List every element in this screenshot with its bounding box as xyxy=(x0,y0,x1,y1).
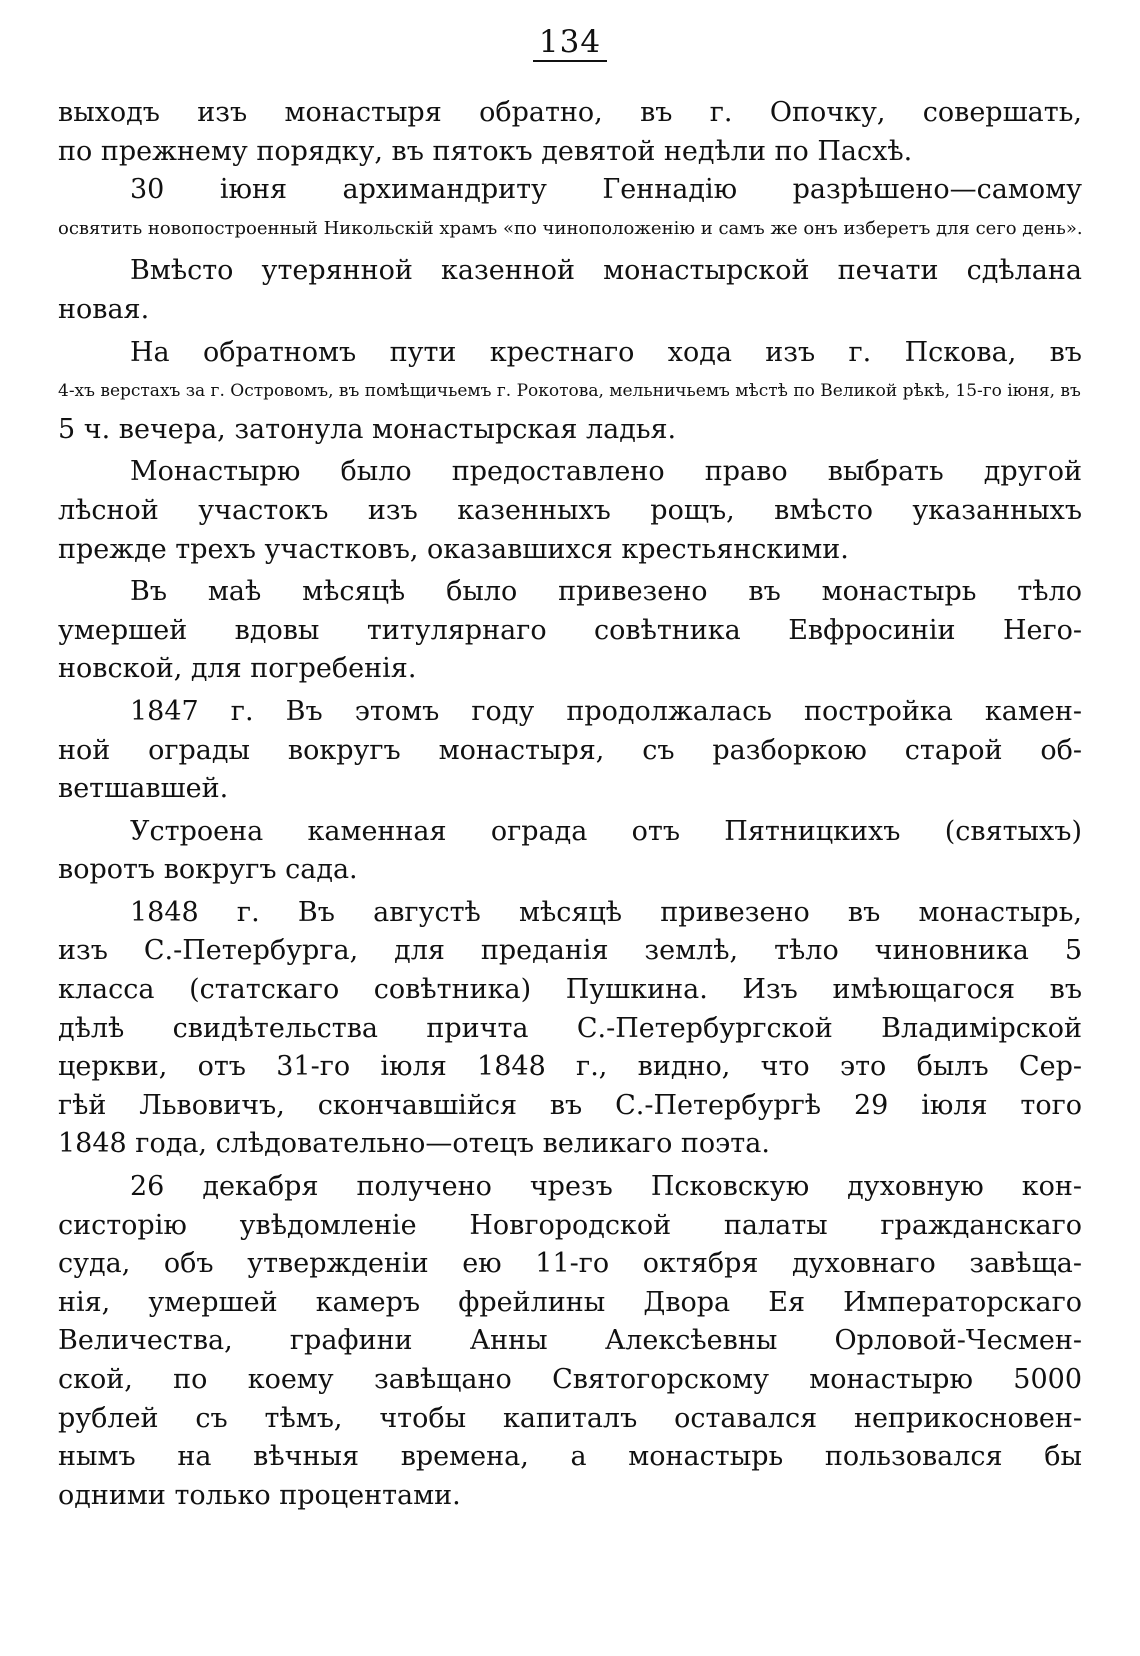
text-line: нымъ на вѣчныя времена, а монастырь пользовался бы xyxy=(58,1441,1082,1473)
page-number-text: 134 xyxy=(533,24,607,62)
text-line: суда, объ утвержденіи ею 11-го октября духовнаго завѣща- xyxy=(58,1248,1082,1280)
text-line xyxy=(58,210,1082,249)
page-number xyxy=(0,22,1140,62)
text-line: церкви, отъ 31-го іюля 1848 г., видно, что это былъ Сер- xyxy=(58,1051,1082,1083)
text-line: 1847 г. Въ этомъ году продолжалась постройка камен- xyxy=(130,695,1082,727)
text-line: воротъ вокругъ сада. xyxy=(58,854,358,886)
text-line: нія, умершей камеръ фрейлины Двора Ея Императорскаго xyxy=(58,1286,1082,1318)
text-line: выходъ изъ монастыря обратно, въ г. Опочку, совершать, xyxy=(58,97,1082,128)
text-line: лѣсной участокъ изъ казенныхъ рощъ, вмѣсто указанныхъ xyxy=(58,494,1082,526)
text-line: Величества, графини Анны Алексѣевны Орловой-Чесмен- xyxy=(58,1325,1082,1357)
text-line: по прежнему порядку, въ пятокъ девятой недѣли по Пасхѣ. xyxy=(58,135,913,167)
text-line: ной ограды вокругъ монастыря, съ разборкою старой об- xyxy=(58,734,1082,766)
text-line: 1848 года, слѣдовательно—отецъ великаго поэта. xyxy=(58,1128,770,1160)
text-line: рублей съ тѣмъ, чтобы капиталъ оставался неприкосновен- xyxy=(58,1402,1082,1434)
text-line: 30 іюня архимандриту Геннадію разрѣшено—самому xyxy=(130,174,1082,206)
text-line: ской, по коему завѣщано Святогорскому монастырю 5000 xyxy=(58,1364,1082,1395)
text-line: На обратномъ пути крестнаго хода изъ г. Пскова, въ xyxy=(130,336,1082,368)
text-line: 5 ч. вечера, затонула монастырская ладья. xyxy=(58,413,677,445)
text-line: Устроена каменная ограда отъ Пятницкихъ (святыхъ) xyxy=(130,815,1082,847)
body-text xyxy=(58,94,1082,1515)
text-line: одними только процентами. xyxy=(58,1479,461,1511)
text-line: 1848 г. Въ августѣ мѣсяцѣ привезено въ монастырь, xyxy=(130,896,1082,928)
text-line: дѣлѣ свидѣтельства причта С.-Петербургской Владимірской xyxy=(58,1012,1082,1044)
text-line: 4-хъ верстахъ за г. Островомъ, въ помѣщичьемъ г. Рокотова, мельничьемъ мѣстѣ по Великой рѣкѣ, 15-го іюня, въ xyxy=(58,381,1081,402)
text-line: гѣй Львовичъ, скончавшійся въ С.-Петербургѣ 29 іюля того xyxy=(58,1089,1082,1121)
text-line: новской, для погребенія. xyxy=(58,653,417,685)
text-line: Въ маѣ мѣсяцѣ было привезено въ монастырь тѣло xyxy=(130,576,1082,608)
text-line: систорію увѣдомленіе Новгородской палаты гражданскаго xyxy=(58,1209,1082,1241)
text-line: Вмѣсто утерянной казенной монастырской печати сдѣлана xyxy=(130,255,1082,287)
text-line: прежде трехъ участковъ, оказавшихся крестьянскими. xyxy=(58,533,849,565)
text-line: новая. xyxy=(58,293,150,325)
text-line: 26 декабря получено чрезъ Псковскую духовную кон- xyxy=(130,1171,1082,1203)
text-line: Монастырю было предоставлено право выбрать другой xyxy=(130,456,1082,488)
text-line: умершей вдовы титулярнаго совѣтника Евфросиніи Него- xyxy=(58,614,1082,646)
text-line: класса (статскаго совѣтника) Пушкина. Изъ имѣющагося въ xyxy=(58,974,1082,1006)
text-line: изъ С.-Петербурга, для преданія землѣ, тѣло чиновника 5 xyxy=(58,935,1082,967)
text-line-part: освятить новопостроенный Никольскій храмъ «по чиноположенію и самъ же онъ изберетъ для сего день». xyxy=(58,217,1083,239)
text-line: ветшавшей. xyxy=(58,773,229,805)
